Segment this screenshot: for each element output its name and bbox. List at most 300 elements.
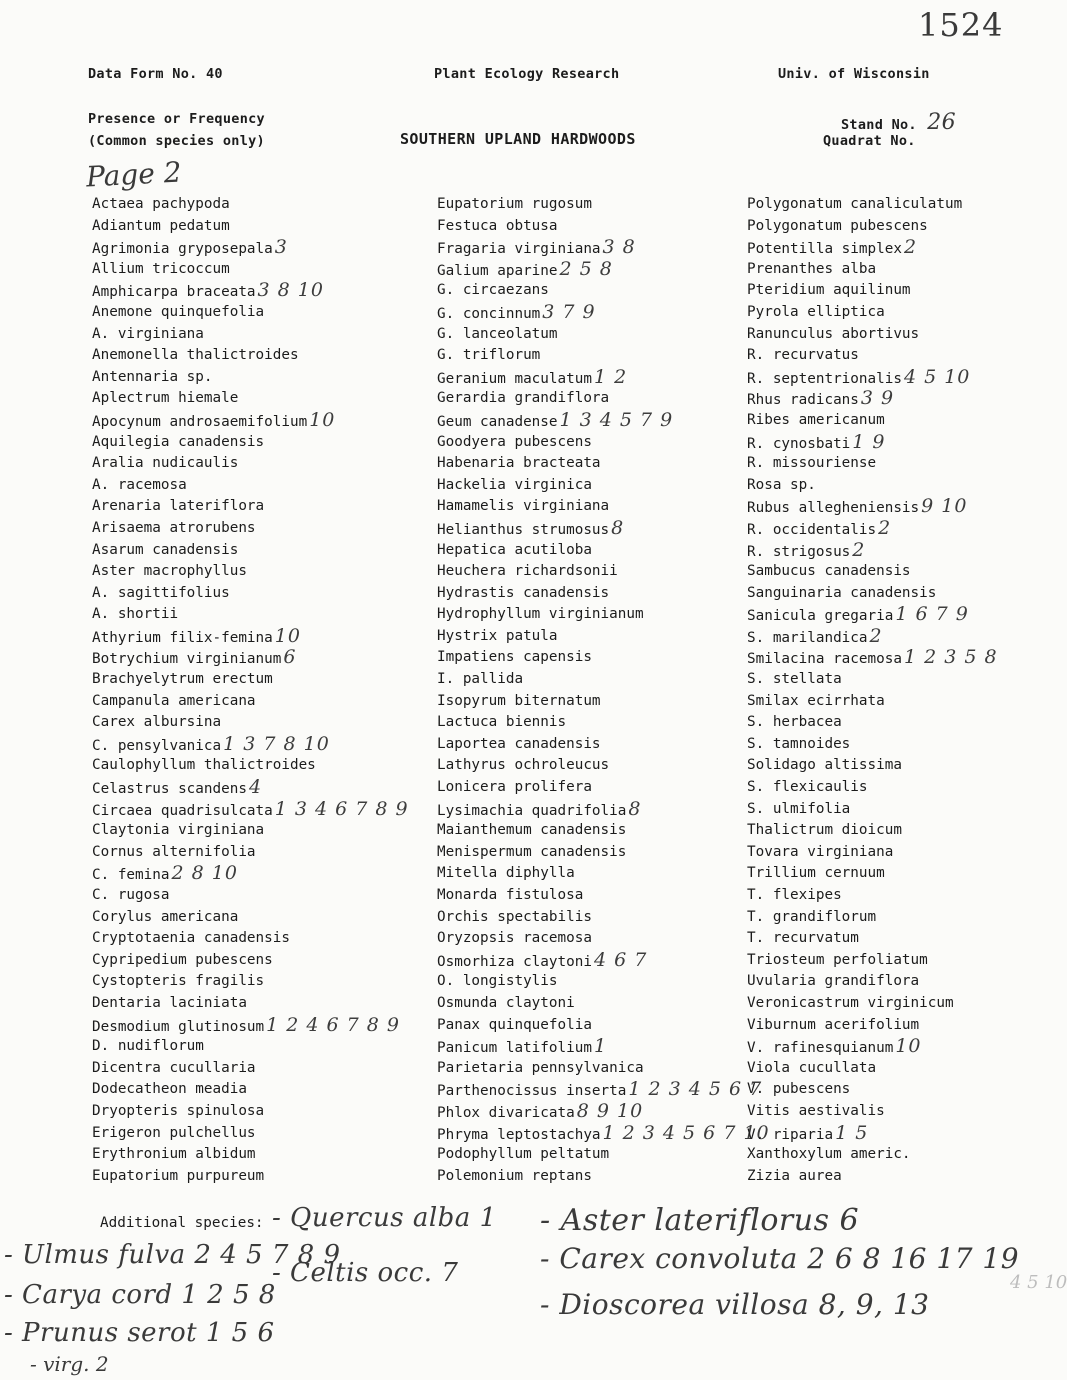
species-name: G. lanceolatum xyxy=(437,325,558,342)
species-row xyxy=(437,496,770,518)
species-name: Sanguinaria canadensis xyxy=(747,584,937,601)
hw-carya: - Carya cord 1 2 5 8 xyxy=(4,1280,276,1310)
species-name: Anemonella thalictroides xyxy=(92,347,299,364)
species-row xyxy=(747,1101,998,1123)
frequency-note: 8 xyxy=(611,516,625,539)
species-name: G. triflorum xyxy=(437,347,541,364)
species-row xyxy=(747,1079,998,1101)
frequency-note: 1 2 3 4 5 6 7 10 xyxy=(602,1121,770,1144)
species-name: Pteridium aquilinum xyxy=(747,282,911,299)
species-row xyxy=(92,1058,409,1080)
species-row xyxy=(437,669,770,691)
species-row xyxy=(437,691,770,713)
frequency-note: 1 6 7 9 xyxy=(895,603,969,626)
species-name: Triosteum perfoliatum xyxy=(747,951,928,968)
species-row xyxy=(92,302,409,324)
species-row xyxy=(437,302,770,324)
species-name: Geum canadense xyxy=(437,413,558,430)
species-name: Vitis aestivalis xyxy=(747,1102,885,1119)
species-row xyxy=(747,1058,998,1080)
frequency-note: 4 xyxy=(248,776,263,799)
species-row xyxy=(437,777,770,799)
species-row xyxy=(437,475,770,497)
frequency-note: 4 5 10 xyxy=(903,365,971,388)
frequency-note: 1 2 3 4 5 6 7 xyxy=(628,1078,763,1101)
species-row xyxy=(747,971,998,993)
species-name: Hackelia virginica xyxy=(437,476,592,493)
species-name: A. virginiana xyxy=(92,325,204,342)
species-row xyxy=(437,712,770,734)
species-row xyxy=(437,410,770,432)
frequency-note: 8 9 10 xyxy=(576,1099,644,1122)
species-name: I. pallida xyxy=(437,671,524,688)
species-name: Dryopteris spinulosa xyxy=(92,1102,265,1119)
frequency-note: 1 2 xyxy=(593,365,628,388)
species-name: Lysimachia quadrifolia xyxy=(437,802,627,819)
species-name: Viburnum acerifolium xyxy=(747,1016,920,1033)
species-name: Podophyllum peltatum xyxy=(437,1146,610,1163)
hw-ulmus: - Ulmus fulva 2 4 5 7 8 9 xyxy=(4,1240,341,1270)
species-name: Aplectrum hiemale xyxy=(92,390,239,407)
species-row xyxy=(92,410,409,432)
frequency-note: 9 10 xyxy=(921,495,968,518)
species-row xyxy=(437,432,770,454)
hw-faint-numbers: 4 5 10 xyxy=(1010,1272,1067,1293)
species-row xyxy=(747,367,998,389)
species-name: Maianthemum canadensis xyxy=(437,822,627,839)
species-name: Rhus radicans xyxy=(747,392,859,409)
species-row xyxy=(92,367,409,389)
species-name: Heuchera richardsonii xyxy=(437,563,618,580)
species-name: C. pensylvanica xyxy=(92,737,222,754)
species-name: Geranium maculatum xyxy=(437,370,592,387)
species-row xyxy=(437,280,770,302)
hw-prunus: - Prunus serot 1 5 6 xyxy=(4,1318,275,1348)
species-row xyxy=(437,647,770,669)
frequency-note: 10 xyxy=(274,624,301,647)
species-row xyxy=(92,432,409,454)
species-name: Arenaria lateriflora xyxy=(92,498,265,515)
species-row xyxy=(747,453,998,475)
species-row xyxy=(747,626,998,648)
species-name: Helianthus strumosus xyxy=(437,521,610,538)
species-row xyxy=(437,1015,770,1037)
species-row xyxy=(92,820,409,842)
species-row xyxy=(92,237,409,259)
frequency-note: 3 xyxy=(274,236,288,259)
species-row xyxy=(92,1079,409,1101)
organization: Plant Ecology Research xyxy=(434,66,620,82)
species-row xyxy=(747,604,998,626)
species-row xyxy=(92,950,409,972)
species-row xyxy=(92,907,409,929)
frequency-note: 3 9 xyxy=(860,387,895,410)
additional-species-label: Additional species: xyxy=(100,1215,264,1231)
species-name: T. flexipes xyxy=(747,887,842,903)
species-row xyxy=(437,971,770,993)
species-column-2 xyxy=(437,194,770,1187)
hw-dioscorea: - Dioscorea villosa 8, 9, 13 xyxy=(540,1288,930,1321)
species-name: Adiantum pedatum xyxy=(92,217,230,234)
species-name: Erigeron pulchellus xyxy=(92,1124,256,1141)
frequency-note: 6 xyxy=(283,646,297,669)
species-name: Polemonium reptans xyxy=(437,1167,592,1184)
frequency-note: 2 8 10 xyxy=(171,862,238,885)
species-name: Phryma leptostachya xyxy=(437,1126,601,1143)
species-row xyxy=(747,475,998,497)
species-name: T. recurvatum xyxy=(747,930,859,947)
species-row xyxy=(437,561,770,583)
species-name: R. missouriense xyxy=(747,455,877,472)
species-row xyxy=(92,216,409,238)
species-name: Thalictrum dioicum xyxy=(747,822,902,839)
species-name: Parietaria pennsylvanica xyxy=(437,1059,644,1076)
species-row xyxy=(437,993,770,1015)
species-name: Athyrium filix-femina xyxy=(92,629,273,646)
species-row xyxy=(747,432,998,454)
species-row xyxy=(92,647,409,669)
species-name: Dicentra cucullaria xyxy=(92,1059,256,1076)
species-name: A. shortii xyxy=(92,606,179,623)
species-name: Goodyera pubescens xyxy=(437,433,592,450)
species-name: T. grandiflorum xyxy=(747,908,877,925)
species-name: R. strigosus xyxy=(747,543,851,560)
species-row xyxy=(747,410,998,432)
species-name: Pyrola elliptica xyxy=(747,303,885,320)
species-name: Eupatorium purpureum xyxy=(92,1167,265,1184)
species-name: Tovara virginiana xyxy=(747,843,894,860)
page-note: Page 2 xyxy=(85,155,183,194)
species-name: V. riparia xyxy=(747,1126,834,1143)
species-name: S. stellata xyxy=(747,671,842,688)
species-name: Phlox divaricata xyxy=(437,1104,575,1121)
species-name: Orchis spectabilis xyxy=(437,908,592,925)
species-name: Amphicarpa braceata xyxy=(92,284,256,301)
frequency-note: 1 3 7 8 10 xyxy=(223,732,330,755)
species-row xyxy=(437,194,770,216)
frequency-note: 1 2 3 5 8 xyxy=(903,646,998,669)
species-row xyxy=(437,842,770,864)
species-name: Botrychium virginianum xyxy=(92,651,282,668)
species-row xyxy=(92,928,409,950)
species-name: Dentaria laciniata xyxy=(92,994,247,1011)
species-name: S. flexicaulis xyxy=(747,779,868,796)
species-name: Cypripedium pubescens xyxy=(92,951,273,968)
species-row xyxy=(92,993,409,1015)
species-name: Polygonatum canaliculatum xyxy=(747,196,963,212)
species-name: Brachyelytrum erectum xyxy=(92,671,273,688)
species-row xyxy=(437,518,770,540)
frequency-note: 1 9 xyxy=(852,430,886,453)
species-name: Hamamelis virginiana xyxy=(437,498,610,515)
species-row xyxy=(437,540,770,562)
common-label: (Common species only) xyxy=(88,133,265,149)
stand-label-text: Stand No. xyxy=(841,117,917,133)
species-name: Xanthoxylum americ. xyxy=(747,1146,911,1163)
species-row xyxy=(92,583,409,605)
species-row xyxy=(437,885,770,907)
species-row xyxy=(437,928,770,950)
species-row xyxy=(747,885,998,907)
species-name: Uvularia grandiflora xyxy=(747,973,920,990)
frequency-note: 8 xyxy=(628,797,642,820)
species-row xyxy=(437,367,770,389)
form-number: Data Form No. 40 xyxy=(88,66,223,82)
species-name: Agrimonia gryposepala xyxy=(92,241,273,258)
frequency-note: 1 2 4 6 7 8 9 xyxy=(266,1013,401,1036)
species-name: Anemone quinquefolia xyxy=(92,303,265,320)
species-row xyxy=(747,324,998,346)
species-name: D. nudiflorum xyxy=(92,1038,204,1055)
species-row xyxy=(747,518,998,540)
species-row xyxy=(747,1144,998,1166)
species-name: Allium tricoccum xyxy=(92,260,230,277)
species-row xyxy=(747,712,998,734)
species-row xyxy=(747,280,998,302)
species-name: V. rafinesquianum xyxy=(747,1040,894,1057)
species-name: Osmorhiza claytoni xyxy=(437,953,592,970)
species-name: Sambucus canadensis xyxy=(747,563,911,580)
species-row xyxy=(92,324,409,346)
frequency-note: 2 5 8 xyxy=(559,257,613,280)
species-name: Campanula americana xyxy=(92,692,256,709)
species-name: Parthenocissus inserta xyxy=(437,1083,627,1100)
species-name: Caulophyllum thalictroides xyxy=(92,757,316,774)
species-row xyxy=(747,993,998,1015)
species-name: Zizia aurea xyxy=(747,1167,842,1184)
species-row xyxy=(437,345,770,367)
species-row xyxy=(437,237,770,259)
species-row xyxy=(92,561,409,583)
frequency-note: 3 8 10 xyxy=(257,279,324,302)
page-title: SOUTHERN UPLAND HARDWOODS xyxy=(400,130,636,148)
species-name: Lathyrus ochroleucus xyxy=(437,757,610,774)
species-name: Gerardia grandiflora xyxy=(437,390,610,407)
species-name: Ranunculus abortivus xyxy=(747,325,920,342)
species-row xyxy=(437,1123,770,1145)
species-row xyxy=(747,1015,998,1037)
species-row xyxy=(92,1101,409,1123)
species-name: Ribes americanum xyxy=(747,411,885,428)
species-name: C. femina xyxy=(92,867,170,884)
frequency-note: 2 xyxy=(878,516,892,539)
species-row xyxy=(437,863,770,885)
species-row xyxy=(747,388,998,410)
species-name: Polygonatum pubescens xyxy=(747,217,928,234)
species-row xyxy=(92,540,409,562)
frequency-note: 1 xyxy=(593,1035,608,1058)
presence-label: Presence or Frequency xyxy=(88,111,265,127)
species-row xyxy=(92,453,409,475)
species-name: V. pubescens xyxy=(747,1081,851,1098)
hw-carex: - Carex convoluta 2 6 8 16 17 19 xyxy=(540,1242,1020,1275)
species-row xyxy=(437,799,770,821)
species-row xyxy=(747,907,998,929)
species-name: Corylus americana xyxy=(92,908,239,925)
species-row xyxy=(747,755,998,777)
species-row xyxy=(92,755,409,777)
species-name: Festuca obtusa xyxy=(437,217,558,234)
species-row xyxy=(437,1166,770,1188)
species-row xyxy=(437,907,770,929)
frequency-note: 1 3 4 6 7 8 9 xyxy=(274,797,409,820)
species-name: Hydrophyllum virginianum xyxy=(437,606,644,623)
species-row xyxy=(437,259,770,281)
species-row xyxy=(747,734,998,756)
species-row xyxy=(437,324,770,346)
species-row xyxy=(92,604,409,626)
species-name: R. recurvatus xyxy=(747,347,859,364)
species-name: Habenaria bracteata xyxy=(437,455,601,472)
species-name: Celastrus scandens xyxy=(92,781,247,798)
species-row xyxy=(747,669,998,691)
species-row xyxy=(747,691,998,713)
species-name: Sanicula gregaria xyxy=(747,608,894,625)
species-row xyxy=(92,712,409,734)
species-name: Lonicera prolifera xyxy=(437,779,592,796)
species-row xyxy=(92,518,409,540)
species-name: Hydrastis canadensis xyxy=(437,584,610,601)
species-column-3 xyxy=(747,194,998,1187)
hw-virg: - virg. 2 xyxy=(30,1352,109,1376)
species-name: Solidago altissima xyxy=(747,757,902,774)
species-name: Galium aparine xyxy=(437,262,558,279)
species-row xyxy=(92,691,409,713)
species-row xyxy=(747,540,998,562)
hw-quercus: - Quercus alba 1 xyxy=(272,1203,497,1233)
species-row xyxy=(92,194,409,216)
species-row xyxy=(92,475,409,497)
species-name: Cryptotaenia canadensis xyxy=(92,930,290,947)
frequency-note: 1 5 xyxy=(835,1121,869,1144)
species-name: Lactuca biennis xyxy=(437,714,567,731)
species-row xyxy=(747,1166,998,1188)
species-name: Cystopteris fragilis xyxy=(92,973,265,990)
species-name: Aralia nudicaulis xyxy=(92,455,239,472)
frequency-note: 2 xyxy=(869,624,883,647)
species-row xyxy=(92,669,409,691)
species-row xyxy=(92,863,409,885)
species-row xyxy=(92,971,409,993)
species-row xyxy=(437,1058,770,1080)
species-row xyxy=(437,820,770,842)
species-name: Prenanthes alba xyxy=(747,260,877,277)
species-row xyxy=(92,799,409,821)
species-row xyxy=(92,626,409,648)
species-name: Arisaema atrorubens xyxy=(92,519,256,536)
species-column-1 xyxy=(92,194,409,1187)
species-name: A. sagittifolius xyxy=(92,584,230,601)
species-row xyxy=(437,626,770,648)
species-row xyxy=(747,1123,998,1145)
species-row xyxy=(747,583,998,605)
species-name: Mitella diphylla xyxy=(437,865,575,882)
species-name: Menispermum canadensis xyxy=(437,843,627,860)
species-row xyxy=(747,345,998,367)
species-row xyxy=(747,799,998,821)
species-row xyxy=(437,1144,770,1166)
species-row xyxy=(747,194,998,216)
species-row xyxy=(437,755,770,777)
species-name: Antennaria sp. xyxy=(92,368,213,385)
species-name: Potentilla simplex xyxy=(747,241,902,258)
hw-celtis: - Celtis occ. 7 xyxy=(272,1258,459,1288)
frequency-note: 10 xyxy=(309,408,336,431)
stand-value: 26 xyxy=(927,110,956,135)
species-name: Hystrix patula xyxy=(437,627,558,644)
species-name: Trillium cernuum xyxy=(747,865,885,882)
species-row xyxy=(92,345,409,367)
species-name: A. racemosa xyxy=(92,476,187,493)
species-row xyxy=(437,1079,770,1101)
species-name: R. occidentalis xyxy=(747,521,877,538)
species-name: S. ulmifolia xyxy=(747,800,851,817)
species-row xyxy=(747,928,998,950)
species-name: Panax quinquefolia xyxy=(437,1016,592,1033)
species-row xyxy=(437,1036,770,1058)
species-name: Erythronium albidum xyxy=(92,1146,256,1163)
species-name: G. circaezans xyxy=(437,282,549,299)
species-name: Monarda fistulosa xyxy=(437,887,584,903)
species-row xyxy=(92,734,409,756)
species-row xyxy=(92,1144,409,1166)
frequency-note: 2 xyxy=(903,236,918,259)
species-name: Viola cucullata xyxy=(747,1059,877,1076)
frequency-note: 4 6 7 xyxy=(593,948,648,971)
species-row xyxy=(92,280,409,302)
species-name: Osmunda claytoni xyxy=(437,994,575,1011)
frequency-note: 3 7 9 xyxy=(542,300,596,323)
species-row xyxy=(437,1101,770,1123)
species-name: O. longistylis xyxy=(437,973,558,990)
species-row xyxy=(747,561,998,583)
species-row xyxy=(747,259,998,281)
species-row xyxy=(747,842,998,864)
frequency-note: 3 8 xyxy=(602,236,636,259)
species-name: Carex albursina xyxy=(92,714,222,731)
species-name: Laportea canadensis xyxy=(437,735,601,752)
species-row xyxy=(747,302,998,324)
species-row xyxy=(92,842,409,864)
species-name: Impatiens capensis xyxy=(437,649,592,666)
species-name: Oryzopsis racemosa xyxy=(437,930,592,947)
species-row xyxy=(92,388,409,410)
quadrat-label: Quadrat No. xyxy=(823,133,916,149)
species-name: Aquilegia canadensis xyxy=(92,433,265,450)
species-row xyxy=(92,259,409,281)
frequency-note: 2 xyxy=(852,538,866,561)
frequency-note: 10 xyxy=(895,1035,922,1058)
species-row xyxy=(747,216,998,238)
species-name: Claytonia virginiana xyxy=(92,822,265,839)
species-name: Veronicastrum virginicum xyxy=(747,994,954,1011)
university: Univ. of Wisconsin xyxy=(778,66,930,82)
species-name: Hepatica acutiloba xyxy=(437,541,592,558)
species-name: R. cynosbati xyxy=(747,435,851,452)
species-name: Actaea pachypoda xyxy=(92,196,230,212)
species-name: Eupatorium rugosum xyxy=(437,196,592,212)
page-number: 1524 xyxy=(918,6,1004,44)
species-row xyxy=(92,1036,409,1058)
species-name: S. herbacea xyxy=(747,714,842,731)
species-row xyxy=(437,950,770,972)
species-name: S. marilandica xyxy=(747,629,868,646)
species-name: C. rugosa xyxy=(92,887,170,903)
species-name: Rosa sp. xyxy=(747,476,816,493)
species-name: Panicum latifolium xyxy=(437,1040,592,1057)
species-row xyxy=(92,1123,409,1145)
species-row xyxy=(747,647,998,669)
